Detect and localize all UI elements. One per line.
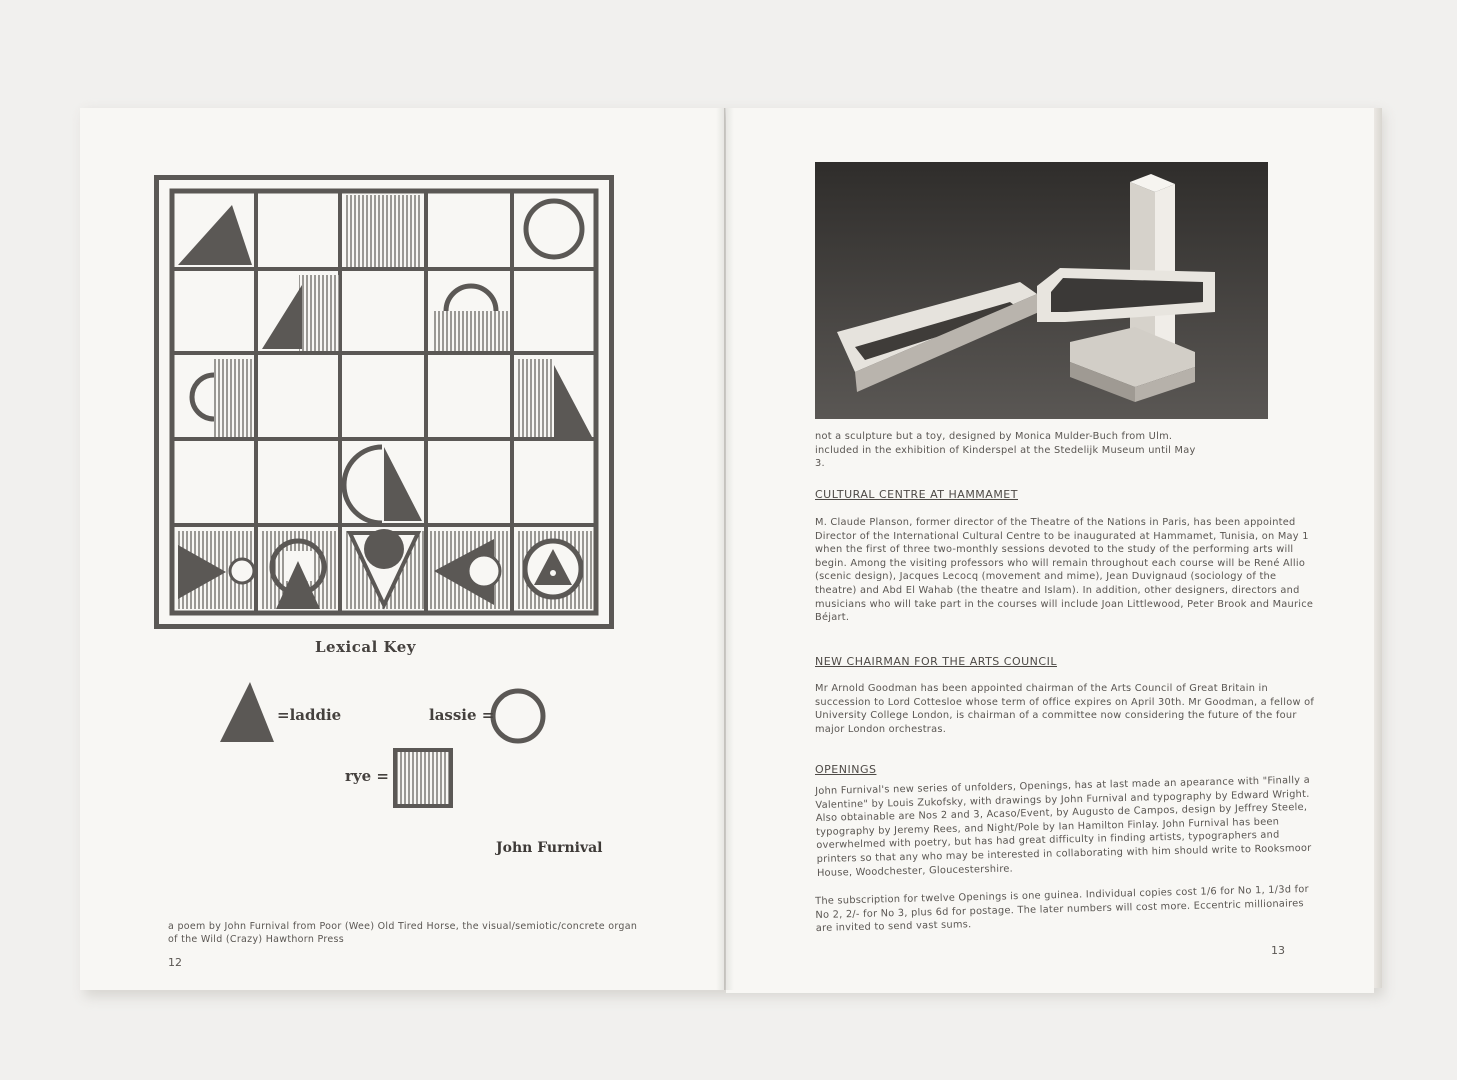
lexical-key-artwork <box>154 175 614 629</box>
left-page-caption: a poem by John Furnival from Poor (Wee) Old Tired Horse, the visual/semiotic/concrete organ of the Wild (Crazy) Hawthorn Press <box>168 921 638 945</box>
artist-signature: John Furnival <box>496 840 603 856</box>
page-number-left: 12 <box>168 956 182 969</box>
photo-caption: not a sculpture but a toy, designed by Monica Mulder-Buch from Ulm. included in the exhibition of Kinderspel at the Stedelijk Museum until May 3. <box>815 431 1196 470</box>
sculpture-photo <box>815 162 1268 419</box>
page-number-right: 13 <box>1271 944 1285 957</box>
page-edge <box>1374 108 1382 988</box>
rye-square-icon <box>395 750 451 806</box>
rye-square <box>346 195 422 267</box>
legend-rye-label: rye = <box>345 767 389 785</box>
heading-openings: OPENINGS <box>815 763 877 776</box>
body-new-chairman: Mr Arnold Goodman has been appointed chairman of the Arts Council of Great Britain in succession to Lord Cottesloe whose term of office expires on April 30th. Mr Goodman, a fellow of University College London, is chairman of a committee now considering the future of the four major London orchestras. <box>815 683 1315 735</box>
lassie-circle-icon <box>493 691 543 741</box>
heading-cultural-centre: CULTURAL CENTRE AT HAMMAMET <box>815 488 1018 501</box>
legend-lassie-label: lassie = <box>429 706 495 724</box>
legend-laddie-label: =laddie <box>277 706 342 724</box>
triangle-shape <box>178 205 252 265</box>
body-openings-subscription: The subscription for twelve Openings is one guinea. Individual copies cost 1/6 for No 1, 1/3d for No 2, 2/- for No 3, plus 6d for postage. The later numbers will cost more. Eccentric millionaires are invited to send vast sums. <box>815 883 1309 935</box>
heading-new-chairman: NEW CHAIRMAN FOR THE ARTS COUNCIL <box>815 655 1057 668</box>
body-cultural-centre: M. Claude Planson, former director of the Theatre of the Nations in Paris, has been appointed Director of the International Cultural Centre to be inaugurated at Hammamet, Tunisia, on May 1 when the first of three two-monthly sessions devoted to the study of the performing arts will begin. Among the visiting professors who will remain throughout each course will be René Allio (scenic design), Jacques Lecocq (movement and mime), Jean Duvignaud (sociology of the theatre) and Abd El Wahab (the theatre and Islam). In addition, other designers, directors and musicians who will take part in the courses will include Joan Littlewood, Peter Brook and Maurice Béjart. <box>815 517 1314 624</box>
book-gutter <box>716 108 734 990</box>
legend-title: Lexical Key <box>315 638 416 656</box>
body-openings: John Furnival's new series of unfolders, Openings, has at last made an apearance with "Finally a Valentine" by Louis Zukofsky, with drawings by John Furnival and typography by Edward Wright. Also obtainable are Nos 2 and 3, Acaso/Event, by Augusto de Campos, design by Jeffrey Steele, typography by Jeremy Rees, and Night/Pole by Ian Hamilton Finlay. John Furnival has been overwhelmed with poetry, but has had great difficulty in finding artists, typographers and printers so that any who may be interested in collaborating with him should write to Rooksmoor House, Woodchester, Gloucestershire. <box>815 774 1312 879</box>
lassie-circle <box>526 201 582 257</box>
laddie-triangle-icon <box>220 682 274 742</box>
